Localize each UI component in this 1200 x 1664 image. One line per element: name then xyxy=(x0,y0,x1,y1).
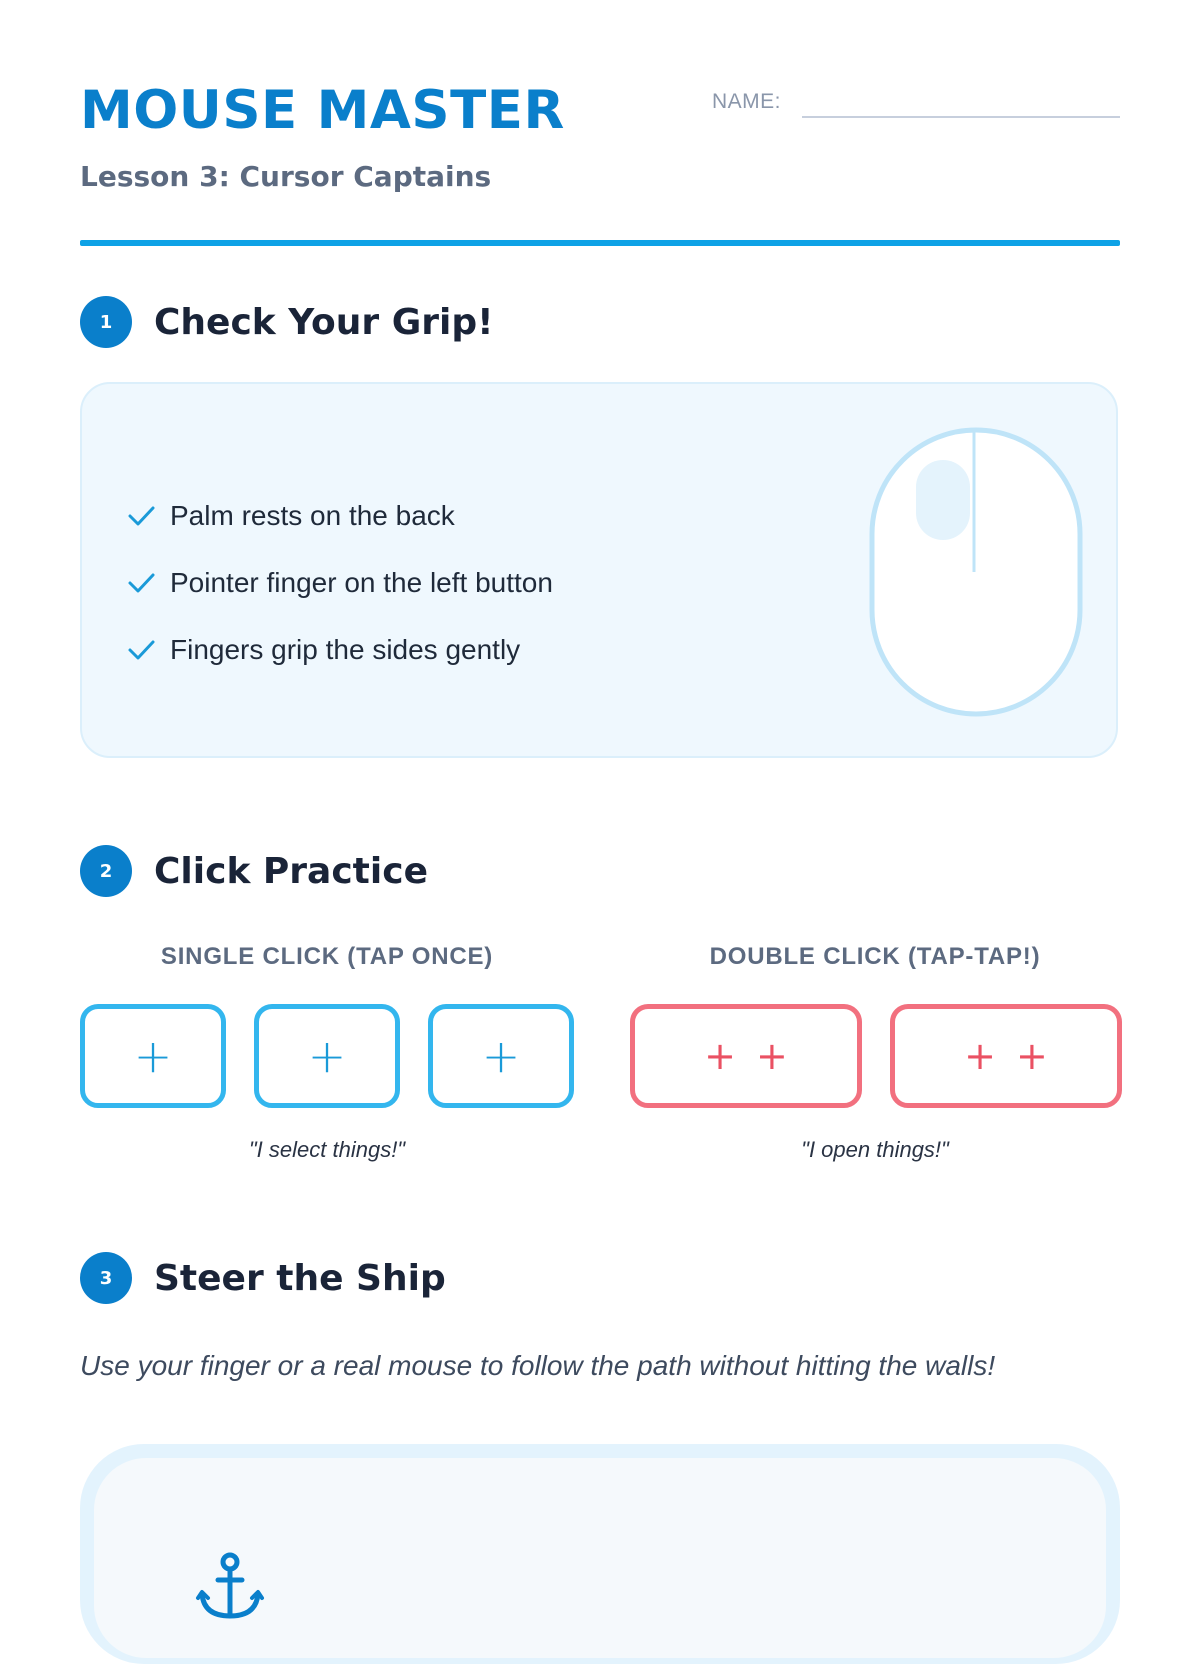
section-title: Click Practice xyxy=(154,850,428,892)
checklist-item xyxy=(126,549,553,616)
checklist-item-text: Fingers grip the sides gently xyxy=(170,633,521,665)
single-click-target[interactable] xyxy=(254,1004,400,1108)
section-title: Steer the Ship xyxy=(154,1257,446,1299)
double-click-target[interactable] xyxy=(890,1004,1122,1108)
section-3-header xyxy=(80,1252,446,1304)
check-icon xyxy=(126,501,156,531)
anchor-icon xyxy=(194,1550,266,1622)
worksheet-header xyxy=(80,70,1120,250)
section-number-badge: 2 xyxy=(80,845,132,897)
maze-area[interactable] xyxy=(80,1444,1120,1664)
double-plus-icon: ++ xyxy=(964,1034,1068,1078)
maze-instruction: Use your finger or a real mouse to follow the path without hitting the walls! xyxy=(80,1350,996,1381)
check-icon xyxy=(126,568,156,598)
grip-checklist xyxy=(126,482,553,683)
section-number-badge: 1 xyxy=(80,296,132,348)
single-click-heading: SINGLE CLICK (TAP ONCE) xyxy=(160,943,494,970)
plus-icon: + xyxy=(481,1029,521,1083)
section-title: Check Your Grip! xyxy=(154,301,494,343)
name-label: NAME: xyxy=(712,90,782,113)
page-title: MOUSE MASTER xyxy=(80,80,565,141)
checklist-item xyxy=(126,616,553,683)
plus-icon: + xyxy=(133,1029,173,1083)
section-1-header xyxy=(80,296,494,348)
single-click-caption: "I select things!" xyxy=(248,1137,406,1162)
double-plus-icon: ++ xyxy=(704,1034,808,1078)
header-divider xyxy=(80,240,1120,246)
double-click-heading: DOUBLE CLICK (TAP-TAP!) xyxy=(709,943,1041,970)
checklist-item xyxy=(126,482,553,549)
mouse-icon xyxy=(868,426,1084,718)
plus-icon: + xyxy=(307,1029,347,1083)
double-click-target[interactable] xyxy=(630,1004,862,1108)
section-number-badge: 3 xyxy=(80,1252,132,1304)
section-2-header xyxy=(80,845,428,897)
single-click-target[interactable] xyxy=(428,1004,574,1108)
maze-track[interactable] xyxy=(94,1458,1106,1658)
checklist-item-text: Pointer finger on the left button xyxy=(170,566,553,598)
single-click-target[interactable] xyxy=(80,1004,226,1108)
name-field[interactable] xyxy=(802,106,1120,118)
checklist-item-text: Palm rests on the back xyxy=(170,499,455,531)
double-click-caption: "I open things!" xyxy=(801,1137,949,1162)
lesson-subtitle: Lesson 3: Cursor Captains xyxy=(80,160,492,193)
check-icon xyxy=(126,635,156,665)
grip-card xyxy=(80,382,1118,758)
